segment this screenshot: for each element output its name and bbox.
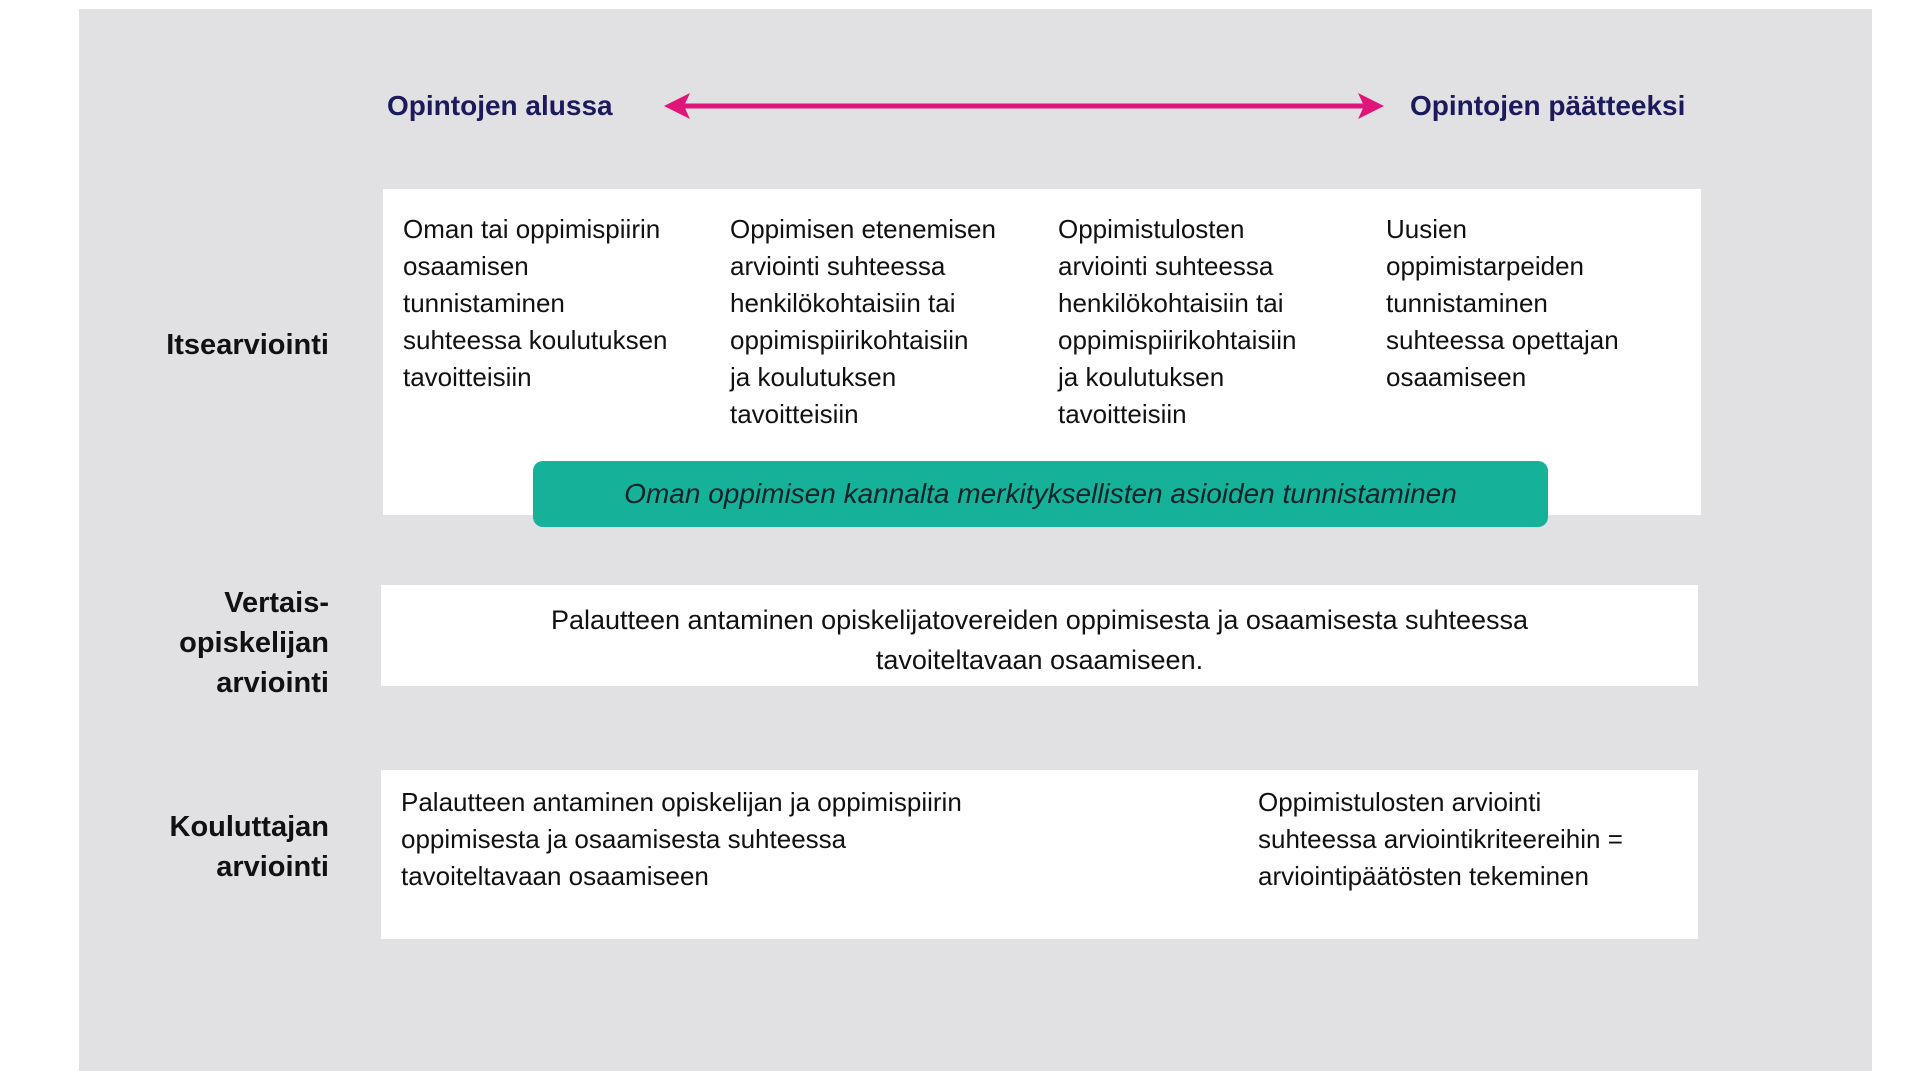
cell-line: oppimistarpeiden xyxy=(1386,251,1585,281)
cell-line: oppimispiirikohtaisiin xyxy=(730,325,969,355)
cell-line: tunnistaminen xyxy=(1386,288,1548,318)
cell-line: osaamisen xyxy=(403,251,529,281)
self-assessment-cell-4 xyxy=(1386,211,1619,396)
cell-line: arviointi suhteessa xyxy=(1058,251,1274,281)
text-line: tavoiteltavaan osaamiseen xyxy=(401,861,709,891)
row-label-peer-assessment xyxy=(179,583,329,703)
cell-line: suhteessa opettajan xyxy=(1386,325,1619,355)
self-assessment-cell-3 xyxy=(1058,211,1296,433)
text-line: suhteessa arviointikriteereihin = xyxy=(1258,824,1623,854)
cell-line: Oppimistulosten xyxy=(1058,214,1245,244)
text-line: Oppimistulosten arviointi xyxy=(1258,787,1542,817)
row-label-trainer-assessment xyxy=(170,807,330,887)
cell-line: suhteessa koulutuksen xyxy=(403,325,668,355)
highlight-pill: Oman oppimisen kannalta merkityksellisten asioiden tunnistaminen xyxy=(533,461,1548,527)
cell-line: tavoitteisiin xyxy=(403,362,532,392)
cell-line: tavoitteisiin xyxy=(1058,399,1187,429)
cell-line: henkilökohtaisiin tai xyxy=(1058,288,1284,318)
self-assessment-cell-1 xyxy=(403,211,668,396)
cell-line: ja koulutuksen xyxy=(1058,362,1225,392)
text-line: Palautteen antaminen opiskelijatovereiden oppimisesta ja osaamisesta suhteessa xyxy=(550,605,1529,635)
cell-line: arviointi suhteessa xyxy=(730,251,946,281)
peer-assessment-box xyxy=(381,585,1698,686)
double-headed-arrow-icon xyxy=(664,88,1384,124)
cell-line: Oppimisen etenemisen xyxy=(730,214,996,244)
text-line: tavoiteltavaan osaamiseen. xyxy=(875,645,1204,675)
cell-line: oppimispiirikohtaisiin xyxy=(1058,325,1297,355)
cell-line: osaamiseen xyxy=(1386,362,1527,392)
trainer-grading-text xyxy=(1258,784,1623,895)
text-line: arviointipäätösten tekeminen xyxy=(1258,861,1589,891)
cell-line: tavoitteisiin xyxy=(730,399,859,429)
cell-line: henkilökohtaisiin tai xyxy=(730,288,956,318)
row-label-line: Vertais- xyxy=(224,587,329,619)
row-label-line: Kouluttajan xyxy=(169,811,329,843)
row-label-line: arviointi xyxy=(216,851,329,883)
cell-line: Uusien xyxy=(1386,214,1467,244)
self-assessment-cell-2 xyxy=(730,211,996,433)
timeline-end-label: Opintojen päätteeksi xyxy=(1410,90,1686,121)
trainer-feedback-text xyxy=(401,784,962,895)
cell-line: Oman tai oppimispiirin xyxy=(403,214,661,244)
row-label-line: opiskelijan xyxy=(179,627,329,659)
row-label-line: Itsearviointi xyxy=(166,329,329,361)
trainer-assessment-box xyxy=(381,770,1698,939)
text-line: oppimisesta ja osaamisesta suhteessa xyxy=(401,824,847,854)
cell-line: ja koulutuksen xyxy=(730,362,897,392)
row-label-self-assessment xyxy=(166,325,329,365)
timeline-start-label: Opintojen alussa xyxy=(387,90,613,121)
text-line: Palautteen antaminen opiskelijan ja oppimispiirin xyxy=(401,787,962,817)
peer-assessment-text xyxy=(381,600,1698,680)
row-label-line: arviointi xyxy=(216,667,329,699)
cell-line: tunnistaminen xyxy=(403,288,565,318)
